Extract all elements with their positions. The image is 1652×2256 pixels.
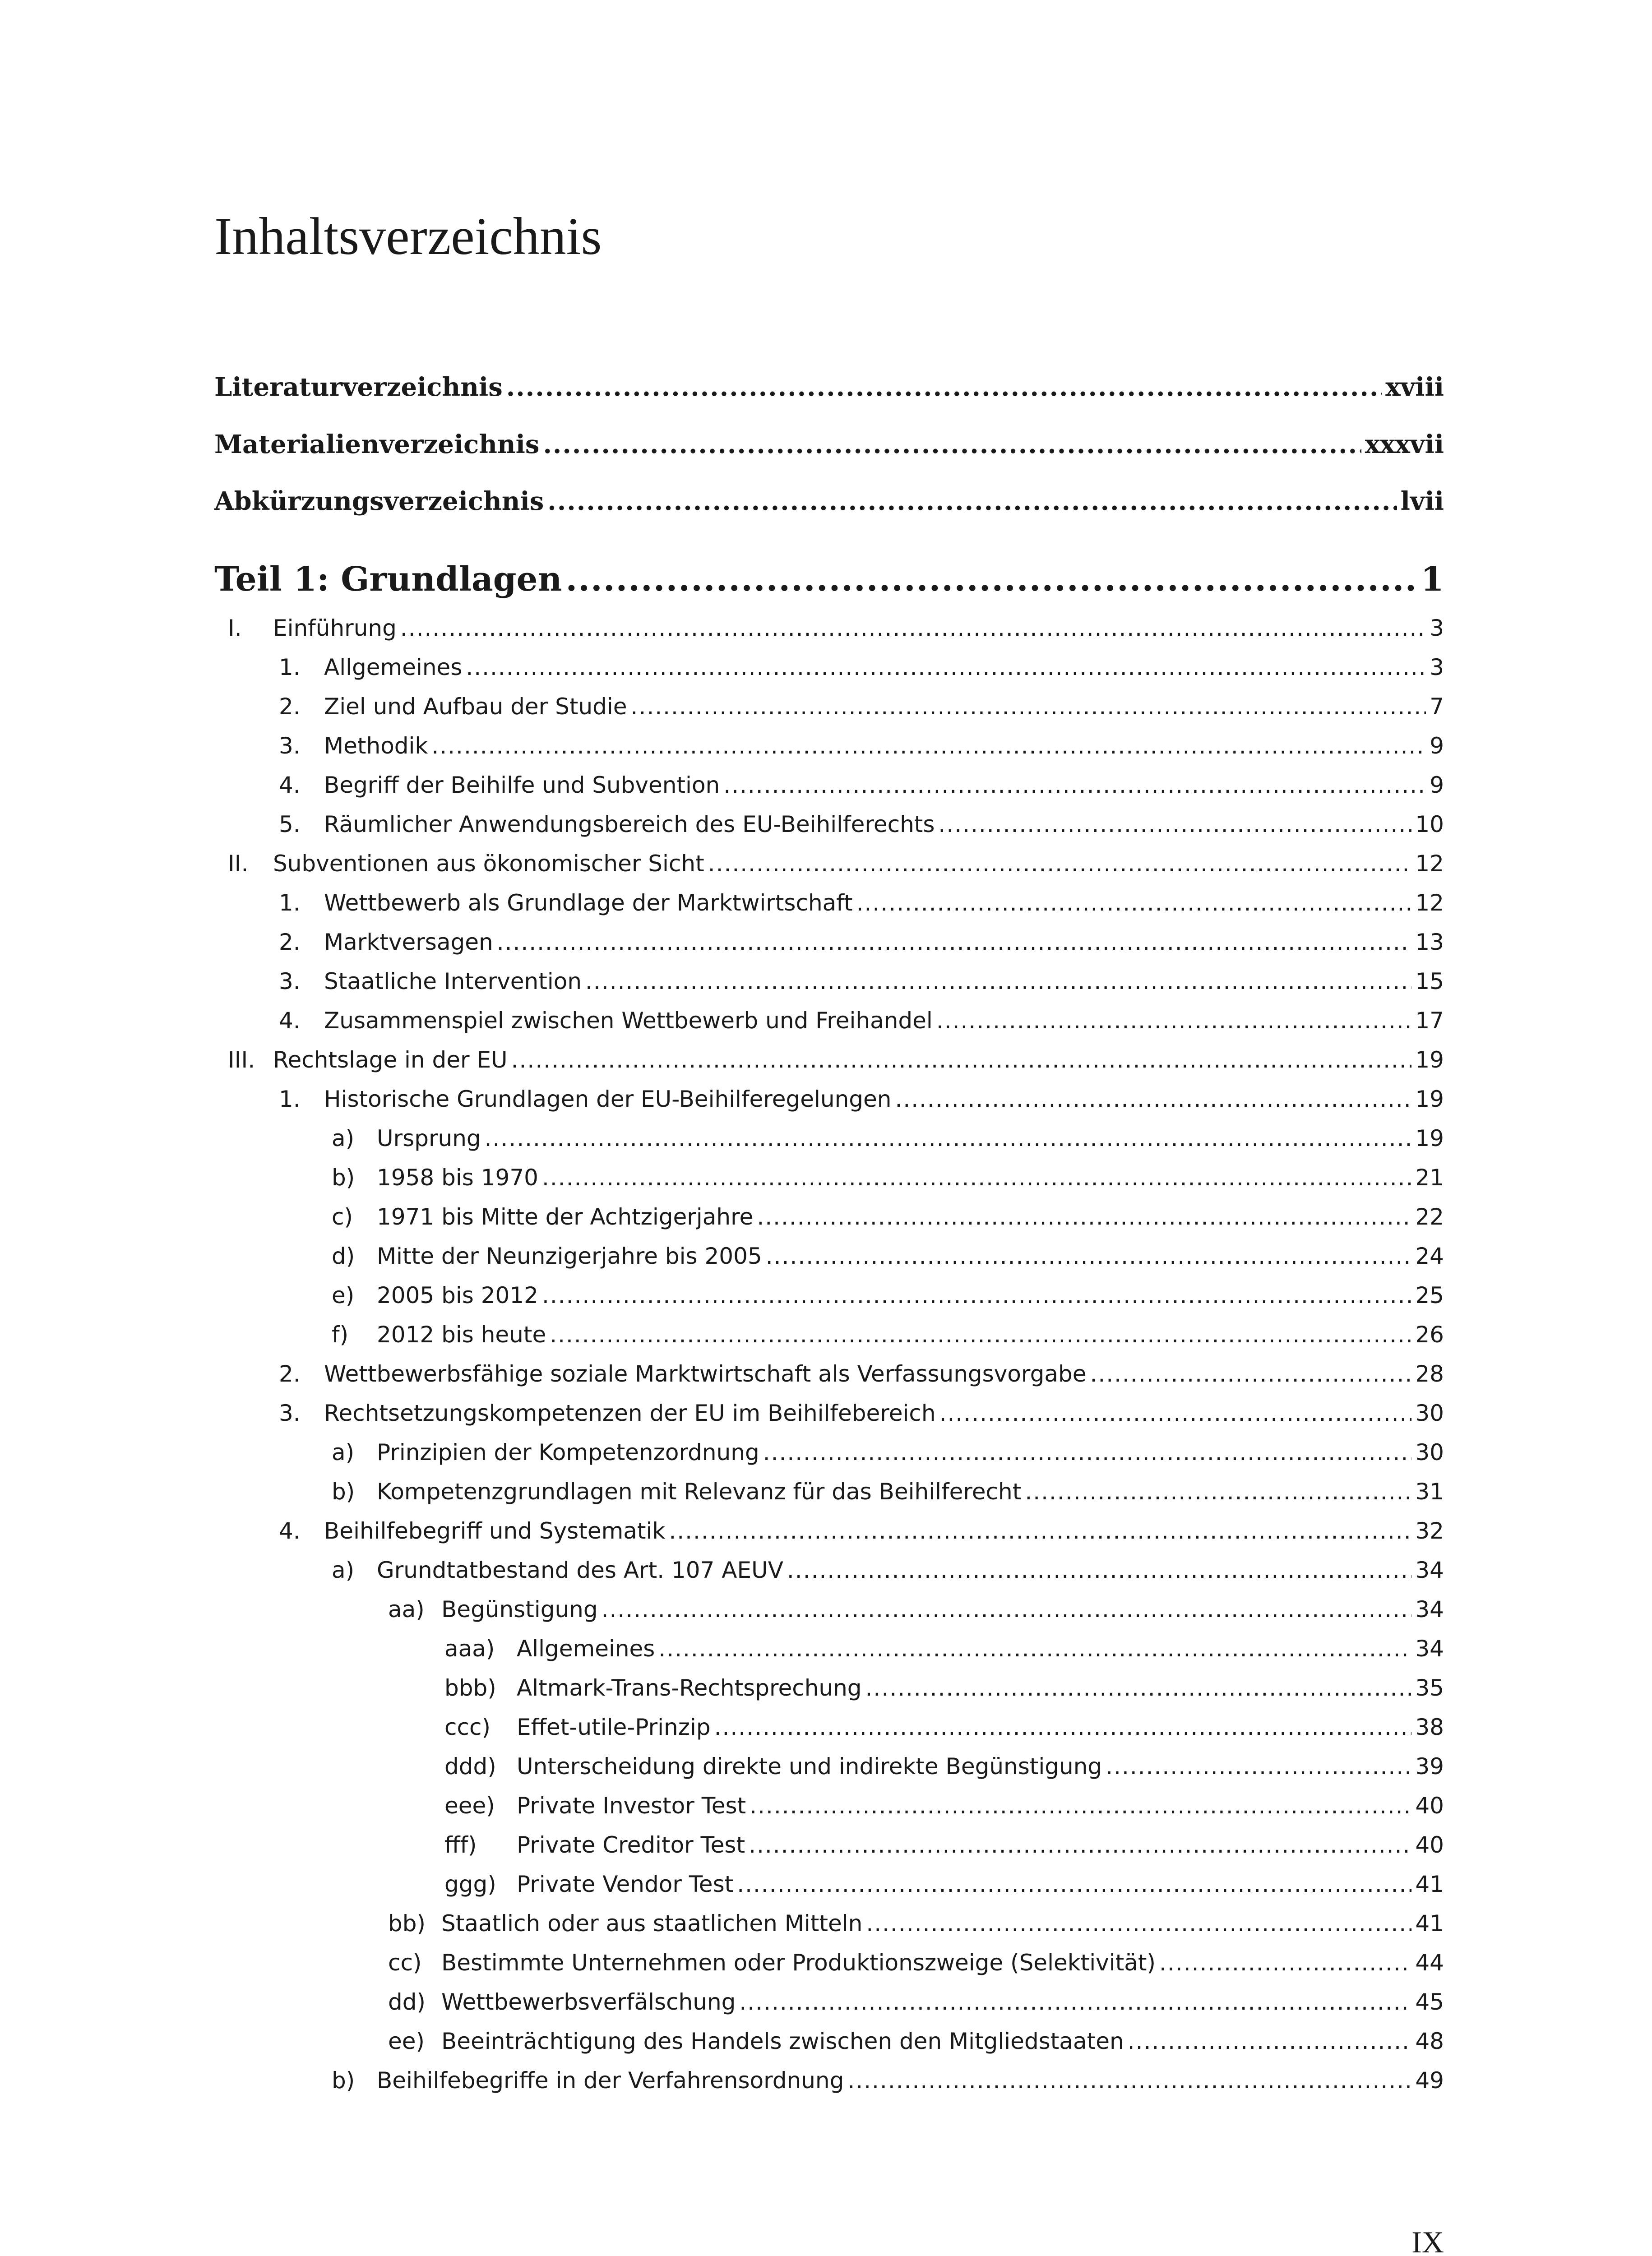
dot-leader (865, 1677, 1412, 1699)
entry-number: 1. (279, 890, 301, 916)
entry-page-number: 3 (1430, 615, 1444, 641)
entry-number: b) (332, 1165, 355, 1191)
entry-title: Beihilfebegriffe in der Verfahrensordnung (377, 2067, 844, 2094)
toc-entry[interactable] (444, 1677, 1444, 1699)
entry-number: 4. (279, 1008, 301, 1034)
entry-page-number: 30 (1415, 1400, 1444, 1426)
entry-number: 5. (279, 811, 301, 837)
entry-title: 1971 bis Mitte der Achtzigerjahre (377, 1204, 754, 1230)
entry-number: 2. (279, 1361, 301, 1387)
toc-entry[interactable] (279, 1088, 1444, 1110)
entry-page-number: 3 (1430, 654, 1444, 680)
dot-leader (787, 1559, 1411, 1581)
dot-leader (658, 1637, 1411, 1660)
toc-entry[interactable] (279, 1402, 1444, 1424)
entry-title: 2005 bis 2012 (377, 1282, 538, 1308)
dot-leader (542, 1166, 1411, 1189)
entry-number: fff) (444, 1832, 477, 1858)
entry-page-number: 13 (1415, 929, 1444, 955)
dot-leader (543, 432, 1361, 457)
dot-leader (485, 1127, 1412, 1150)
entry-page-number: 41 (1415, 1871, 1444, 1897)
entry-page-number: 34 (1415, 1636, 1444, 1662)
entry-number: a) (332, 1439, 355, 1465)
dot-leader (585, 970, 1411, 993)
toc-entry[interactable] (444, 1873, 1444, 1895)
entry-number: b) (332, 1479, 355, 1505)
toc-entry[interactable] (388, 1951, 1444, 1974)
entry-title: Wettbewerbsfähige soziale Marktwirtschaft als Verfassungsvorgabe (324, 1361, 1087, 1387)
dot-leader (431, 735, 1426, 757)
entry-title: Wettbewerbsverfälschung (441, 1989, 736, 2015)
entry-page-number: 24 (1415, 1243, 1444, 1269)
entry-number: ddd) (444, 1753, 496, 1780)
dot-leader (506, 374, 1382, 400)
entry-title: Effet-utile-Prinzip (517, 1714, 711, 1740)
dot-leader (565, 563, 1417, 596)
entry-title: Kompetenzgrundlagen mit Relevanz für das Beihilferecht (377, 1479, 1022, 1505)
toc-entry[interactable] (332, 1284, 1444, 1307)
entry-number: a) (332, 1125, 355, 1151)
entry-number: II. (228, 851, 249, 877)
entry-title: 1958 bis 1970 (377, 1165, 538, 1191)
entry-title: Rechtsetzungskompetenzen der EU im Beihilfebereich (324, 1400, 936, 1426)
entry-number: III. (228, 1047, 255, 1073)
entry-page-number: xxxvii (1365, 430, 1444, 459)
dot-leader (1128, 2030, 1412, 2053)
entry-number: d) (332, 1243, 355, 1269)
dot-leader (714, 1716, 1412, 1738)
entry-number: ggg) (444, 1871, 496, 1897)
entry-title: Private Creditor Test (517, 1832, 745, 1858)
dot-leader (708, 852, 1412, 875)
toc-entry[interactable] (332, 1559, 1444, 1581)
entry-page-number: 17 (1415, 1008, 1444, 1034)
toc-entry[interactable] (444, 1794, 1444, 1817)
entry-page-number: 15 (1415, 968, 1444, 994)
toc-entry[interactable] (332, 1323, 1444, 1346)
toc-entry[interactable] (279, 892, 1444, 914)
entry-title: Subventionen aus ökonomischer Sicht (273, 851, 704, 877)
dot-leader (847, 2069, 1411, 2092)
entry-title: Begünstigung (441, 1596, 598, 1623)
dot-leader (750, 1794, 1411, 1817)
toc-entry[interactable] (388, 1598, 1444, 1621)
toc-entry[interactable] (279, 931, 1444, 953)
entry-title: Beihilfebegriff und Systematik (324, 1518, 666, 1544)
dot-leader (631, 695, 1426, 718)
entry-number: cc) (388, 1950, 422, 1976)
entry-title: Grundtatbestand des Art. 107 AEUV (377, 1557, 783, 1583)
toc-entry[interactable] (332, 1245, 1444, 1267)
entry-number: 1. (279, 1086, 301, 1112)
entry-page-number: 40 (1415, 1793, 1444, 1819)
entry-page-number: 38 (1415, 1714, 1444, 1740)
entry-page-number: 22 (1415, 1204, 1444, 1230)
entry-number: bb) (388, 1910, 426, 1937)
toc-entry[interactable] (228, 1049, 1444, 1071)
entry-page-number: 31 (1415, 1479, 1444, 1505)
toc-entry[interactable] (332, 2069, 1444, 2092)
toc-entry[interactable] (279, 1009, 1444, 1032)
dot-leader (1025, 1480, 1411, 1503)
toc-entry[interactable] (279, 813, 1444, 836)
entry-title: Allgemeines (324, 654, 463, 680)
entry-title: Rechtslage in der EU (273, 1047, 508, 1073)
toc-entry[interactable] (388, 1991, 1444, 2013)
entry-title: Bestimmte Unternehmen oder Produktionszweige (Selektivität) (441, 1950, 1156, 1976)
dot-leader (763, 1441, 1412, 1464)
entry-title: Private Vendor Test (517, 1871, 734, 1897)
toc-entry[interactable] (279, 735, 1444, 757)
entry-page-number: 19 (1415, 1125, 1444, 1151)
entry-page-number: 12 (1415, 851, 1444, 877)
entry-title: Einführung (273, 615, 397, 641)
entry-number: 4. (279, 1518, 301, 1544)
entry-number: ccc) (444, 1714, 491, 1740)
entry-title: Wettbewerb als Grundlage der Marktwirtschaft (324, 890, 853, 916)
entry-number: aaa) (444, 1636, 495, 1662)
entry-number: 3. (279, 1400, 301, 1426)
entry-number: 4. (279, 772, 301, 798)
dot-leader (723, 774, 1426, 796)
entry-title: Private Investor Test (517, 1793, 746, 1819)
toc-entry[interactable] (279, 695, 1444, 718)
entry-title: Ziel und Aufbau der Studie (324, 693, 627, 720)
toc-entry[interactable] (228, 852, 1444, 875)
entry-page-number: 1 (1421, 560, 1444, 599)
entry-title: Methodik (324, 733, 428, 759)
entry-title: Altmark-Trans-Rechtsprechung (517, 1675, 862, 1701)
part-heading[interactable] (214, 560, 1444, 599)
dot-leader (936, 1009, 1412, 1032)
entry-number: aa) (388, 1596, 425, 1623)
entry-number: I. (228, 615, 242, 641)
entry-page-number: 21 (1415, 1165, 1444, 1191)
entry-page-number: 32 (1415, 1518, 1444, 1544)
entry-number: 3. (279, 733, 301, 759)
front-matter-entry[interactable] (214, 432, 1444, 457)
dot-leader (939, 1402, 1412, 1424)
dot-leader (400, 617, 1426, 639)
entry-page-number: 44 (1415, 1950, 1444, 1976)
entry-page-number: lvii (1400, 486, 1444, 516)
dot-leader (1159, 1951, 1411, 1974)
entry-page-number: 9 (1430, 733, 1444, 759)
entry-page-number: 49 (1415, 2067, 1444, 2094)
entry-page-number: 7 (1430, 693, 1444, 720)
dot-leader (866, 1912, 1411, 1935)
entry-title: Prinzipien der Kompetenzordnung (377, 1439, 759, 1465)
front-matter-entry[interactable] (214, 374, 1444, 400)
dot-leader (749, 1834, 1411, 1856)
entry-title: Historische Grundlagen der EU-Beihilferegelungen (324, 1086, 892, 1112)
toc-entry[interactable] (279, 656, 1444, 679)
entry-number: 1. (279, 654, 301, 680)
dot-leader (497, 931, 1412, 953)
dot-leader (766, 1245, 1412, 1267)
entry-page-number: 28 (1415, 1361, 1444, 1387)
entry-number: 3. (279, 968, 301, 994)
dot-leader (856, 892, 1412, 914)
entry-title: Beeinträchtigung des Handels zwischen den Mitgliedstaaten (441, 2028, 1124, 2054)
dot-leader (895, 1088, 1411, 1110)
entry-number: 2. (279, 693, 301, 720)
entry-page-number: 45 (1415, 1989, 1444, 2015)
entry-title: Teil 1: Grundlagen (214, 560, 562, 599)
entry-number: dd) (388, 1989, 426, 2015)
dot-leader (547, 489, 1397, 514)
entry-title: Staatlich oder aus staatlichen Mitteln (441, 1910, 863, 1937)
entry-title: 2012 bis heute (377, 1322, 546, 1348)
toc-entry[interactable] (228, 617, 1444, 639)
toc-entry[interactable] (279, 1520, 1444, 1542)
entry-page-number: 34 (1415, 1557, 1444, 1583)
toc-entry[interactable] (388, 1912, 1444, 1935)
dot-leader (602, 1598, 1412, 1621)
dot-leader (938, 813, 1411, 836)
toc-entry[interactable] (332, 1441, 1444, 1464)
entry-number: c) (332, 1204, 353, 1230)
entry-title: Marktversagen (324, 929, 493, 955)
entry-page-number: 48 (1415, 2028, 1444, 2054)
entry-title: Begriff der Beihilfe und Subvention (324, 772, 720, 798)
dot-leader (466, 656, 1426, 679)
toc-entry[interactable] (332, 1480, 1444, 1503)
entry-number: a) (332, 1557, 355, 1583)
dot-leader (1090, 1363, 1411, 1385)
entry-number: ee) (388, 2028, 425, 2054)
toc-entry[interactable] (444, 1834, 1444, 1856)
entry-page-number: 19 (1415, 1086, 1444, 1112)
entry-number: f) (332, 1322, 349, 1348)
entry-title: Ursprung (377, 1125, 481, 1151)
entry-title: Mitte der Neunzigerjahre bis 2005 (377, 1243, 762, 1269)
entry-page-number: 40 (1415, 1832, 1444, 1858)
entry-title: Allgemeines (517, 1636, 655, 1662)
toc-entry[interactable] (444, 1755, 1444, 1778)
entry-page-number: 12 (1415, 890, 1444, 916)
dot-leader (542, 1284, 1411, 1307)
entry-number: 2. (279, 929, 301, 955)
entry-page-number: 9 (1430, 772, 1444, 798)
dot-leader (550, 1323, 1411, 1346)
entry-page-number: 30 (1415, 1439, 1444, 1465)
toc-entry[interactable] (388, 2030, 1444, 2053)
entry-number: b) (332, 2067, 355, 2094)
entry-page-number: 34 (1415, 1596, 1444, 1623)
entry-title: Zusammenspiel zwischen Wettbewerb und Freihandel (324, 1008, 933, 1034)
page-title: Inhaltsverzeichnis (214, 207, 602, 266)
dot-leader (757, 1206, 1411, 1228)
entry-number: eee) (444, 1793, 495, 1819)
entry-page-number: 41 (1415, 1910, 1444, 1937)
entry-title: Literaturverzeichnis (214, 372, 503, 402)
toc-entry[interactable] (444, 1716, 1444, 1738)
dot-leader (669, 1520, 1411, 1542)
toc-entry[interactable] (279, 1363, 1444, 1385)
entry-page-number: 25 (1415, 1282, 1444, 1308)
entry-page-number: 19 (1415, 1047, 1444, 1073)
toc-entry[interactable] (332, 1206, 1444, 1228)
toc-entry[interactable] (279, 970, 1444, 993)
entry-page-number: 35 (1415, 1675, 1444, 1701)
entry-page-number: 39 (1415, 1753, 1444, 1780)
entry-title: Staatliche Intervention (324, 968, 582, 994)
toc-entry[interactable] (279, 774, 1444, 796)
entry-title: Materialienverzeichnis (214, 430, 540, 459)
entry-title: Unterscheidung direkte und indirekte Begünstigung (517, 1753, 1102, 1780)
toc-entry[interactable] (332, 1127, 1444, 1150)
entry-title: Abkürzungsverzeichnis (214, 486, 544, 516)
entry-page-number: 10 (1415, 811, 1444, 837)
entry-page-number: xviii (1385, 372, 1444, 402)
entry-number: bbb) (444, 1675, 496, 1701)
dot-leader (739, 1991, 1411, 2013)
toc-entry[interactable] (332, 1166, 1444, 1189)
dot-leader (737, 1873, 1411, 1895)
front-matter-entry[interactable] (214, 486, 1444, 516)
entry-page-number: 26 (1415, 1322, 1444, 1348)
dot-leader (1106, 1755, 1411, 1778)
page-folio: IX (1411, 2225, 1444, 2256)
dot-leader (511, 1049, 1412, 1071)
entry-number: e) (332, 1282, 355, 1308)
entry-title: Räumlicher Anwendungsbereich des EU-Beihilferechts (324, 811, 935, 837)
toc-entry[interactable] (444, 1637, 1444, 1660)
